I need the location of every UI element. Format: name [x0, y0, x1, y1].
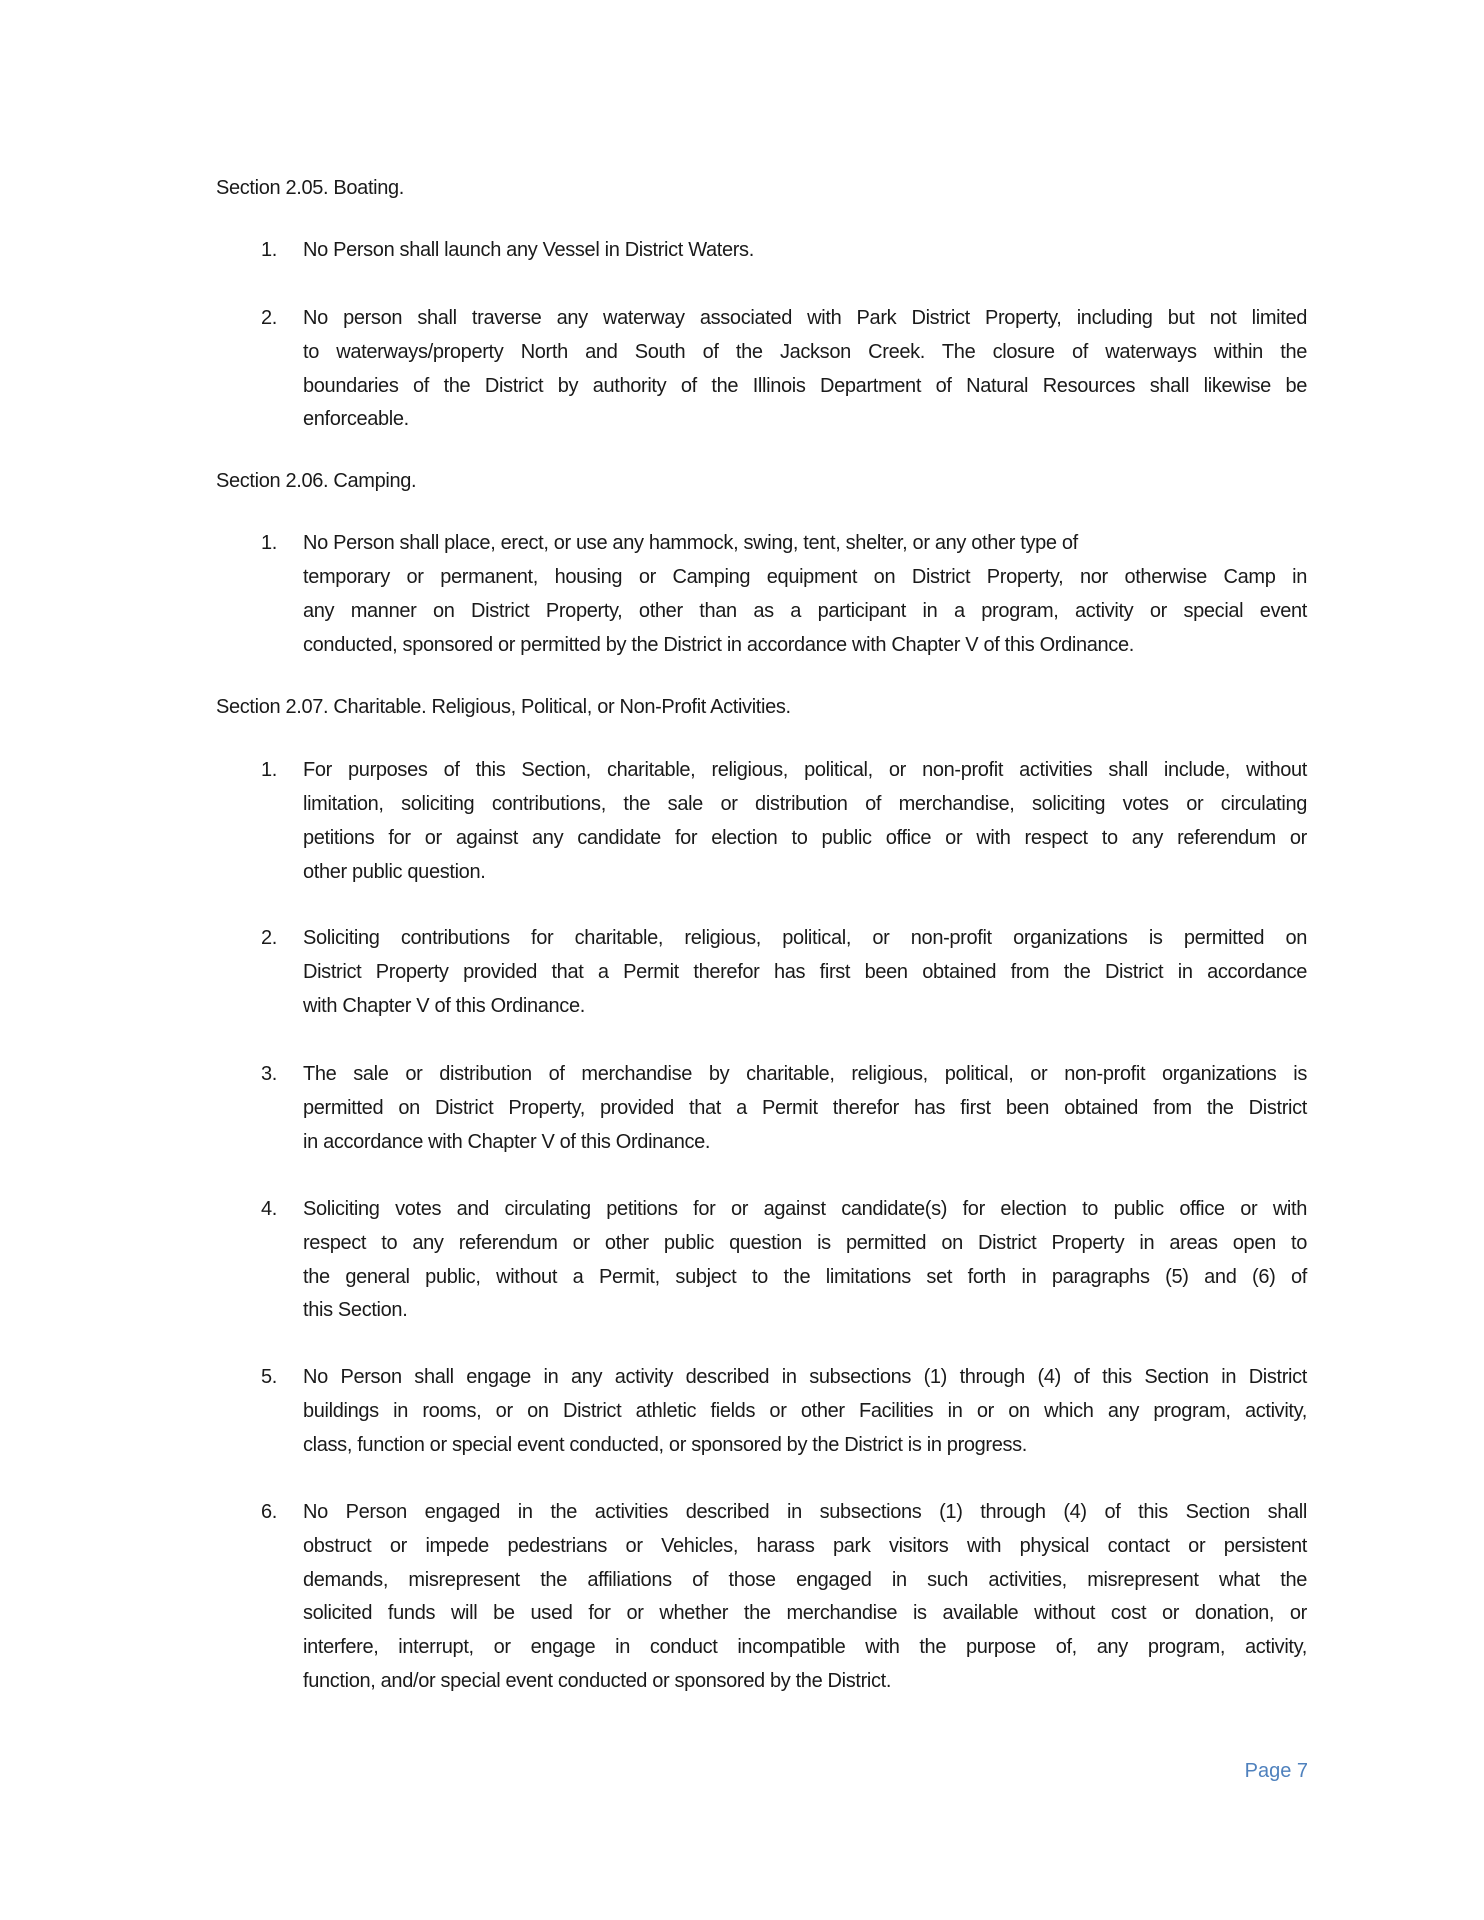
paragraph-line: any manner on District Property, other than as a participant in a program, activity or special event	[303, 600, 1307, 622]
paragraph-line: solicited funds will be used for or whether the merchandise is available without cost or donation, or	[303, 1602, 1307, 1624]
list-number: 2.	[261, 307, 277, 329]
paragraph-line: in accordance with Chapter V of this Ordinance.	[303, 1131, 711, 1153]
section-heading-2-06: Section 2.06. Camping.	[216, 470, 417, 492]
paragraph-line: temporary or permanent, housing or Camping equipment on District Property, nor otherwise Camp in	[303, 566, 1307, 588]
paragraph-line: No person shall traverse any waterway associated with Park District Property, including but not limited	[303, 307, 1307, 329]
paragraph-line: this Section.	[303, 1299, 408, 1321]
page-number: Page 7	[1244, 1760, 1308, 1782]
paragraph-line: with Chapter V of this Ordinance.	[303, 995, 585, 1017]
paragraph-line: buildings in rooms, or on District athletic fields or other Facilities in or on which any program, activity,	[303, 1400, 1307, 1422]
paragraph-line: interfere, interrupt, or engage in conduct incompatible with the purpose of, any program, activity,	[303, 1636, 1307, 1658]
paragraph-line: No Person shall engage in any activity described in subsections (1) through (4) of this Section in District	[303, 1366, 1307, 1388]
list-number: 1.	[261, 532, 277, 554]
paragraph-line: No Person engaged in the activities described in subsections (1) through (4) of this Section shall	[303, 1501, 1307, 1523]
paragraph-line: Soliciting contributions for charitable, religious, political, or non-profit organizations is permitted on	[303, 927, 1307, 949]
list-number: 5.	[261, 1366, 277, 1388]
paragraph-line: No Person shall launch any Vessel in District Waters.	[303, 239, 754, 261]
list-number: 1.	[261, 239, 277, 261]
paragraph-line: other public question.	[303, 861, 486, 883]
paragraph-line: permitted on District Property, provided that a Permit therefor has first been obtained from the District	[303, 1097, 1307, 1119]
paragraph-line: District Property provided that a Permit therefor has first been obtained from the District in accordance	[303, 961, 1307, 983]
paragraph-line: function, and/or special event conducted or sponsored by the District.	[303, 1670, 892, 1692]
paragraph-line: class, function or special event conducted, or sponsored by the District is in progress.	[303, 1434, 1028, 1456]
paragraph-line: demands, misrepresent the affiliations of those engaged in such activities, misrepresent what the	[303, 1569, 1307, 1591]
paragraph-line: the general public, without a Permit, subject to the limitations set forth in paragraphs (5) and (6) of	[303, 1266, 1307, 1288]
section-heading-2-07: Section 2.07. Charitable. Religious, Political, or Non-Profit Activities.	[216, 696, 791, 718]
list-number: 4.	[261, 1198, 277, 1220]
paragraph-line: conducted, sponsored or permitted by the District in accordance with Chapter V of this Ordinance.	[303, 634, 1134, 656]
paragraph-line: Soliciting votes and circulating petitions for or against candidate(s) for election to public office or with	[303, 1198, 1307, 1220]
list-number: 1.	[261, 759, 277, 781]
paragraph-line: For purposes of this Section, charitable, religious, political, or non-profit activities shall include, without	[303, 759, 1307, 781]
paragraph-line: to waterways/property North and South of the Jackson Creek. The closure of waterways within the	[303, 341, 1307, 363]
list-number: 6.	[261, 1501, 277, 1523]
paragraph-line: limitation, soliciting contributions, the sale or distribution of merchandise, soliciting votes or circulating	[303, 793, 1307, 815]
section-heading-2-05: Section 2.05. Boating.	[216, 177, 404, 199]
paragraph-line: respect to any referendum or other public question is permitted on District Property in areas open to	[303, 1232, 1307, 1254]
paragraph-line: boundaries of the District by authority of the Illinois Department of Natural Resources shall likewise be	[303, 375, 1307, 397]
list-number: 2.	[261, 927, 277, 949]
paragraph-line: The sale or distribution of merchandise by charitable, religious, political, or non-profit organizations is	[303, 1063, 1307, 1085]
paragraph-line: enforceable.	[303, 408, 409, 430]
list-number: 3.	[261, 1063, 277, 1085]
paragraph-line: petitions for or against any candidate for election to public office or with respect to any referendum or	[303, 827, 1307, 849]
paragraph-line: No Person shall place, erect, or use any hammock, swing, tent, shelter, or any other type of	[303, 532, 1078, 554]
paragraph-line: obstruct or impede pedestrians or Vehicles, harass park visitors with physical contact or persistent	[303, 1535, 1307, 1557]
